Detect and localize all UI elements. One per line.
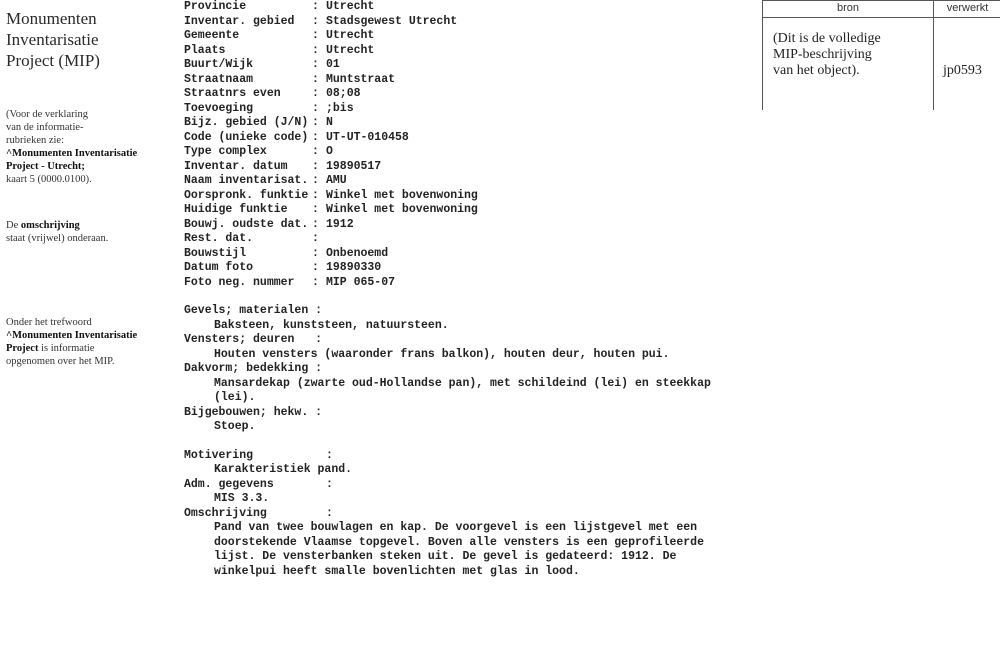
reference-link[interactable]: Project - Utrecht; (6, 161, 85, 172)
note-line: opgenomen over het MIP. (6, 356, 115, 367)
section-separator: : (326, 506, 333, 520)
sidebar-note-legend (6, 108, 166, 186)
field-row (184, 58, 340, 73)
field-value: Onbenoemd (326, 246, 389, 260)
note-line: van de informatie- (6, 122, 84, 133)
field-separator: : (312, 275, 319, 289)
record-section (184, 449, 352, 478)
field-separator: : (312, 0, 319, 13)
field-value: 08;08 (326, 87, 361, 100)
field-row (184, 218, 354, 233)
record-section (184, 304, 449, 333)
section-heading: Bijgebouwen; hekw. : (184, 405, 323, 419)
note-line: (Voor de verklaring (6, 109, 89, 120)
record-section (184, 507, 704, 580)
sidebar-title (6, 8, 166, 71)
field-separator: : (312, 116, 319, 129)
field-value: 01 (326, 58, 340, 71)
record-section (184, 333, 669, 362)
field-label: Straatnaam (184, 72, 254, 86)
field-row (184, 0, 374, 15)
field-separator: : (312, 58, 319, 71)
cell-verwerkt: jp0593 (943, 63, 982, 78)
section-body: Karakteristiek pand. (214, 463, 353, 476)
record-section (184, 406, 322, 435)
note-text: De (6, 220, 21, 231)
title-line: Monumenten (6, 9, 97, 28)
field-label: Oorspronk. funktie (184, 188, 309, 202)
field-separator: : (312, 130, 319, 144)
field-value: Winkel met bovenwoning (326, 188, 478, 202)
field-row (184, 232, 326, 247)
section-body: Mansardekap (zwarte oud-Hollandse pan), met schildeind (lei) en steekkap (lei). (214, 376, 711, 404)
field-label: Buurt/Wijk (184, 58, 254, 71)
field-row (184, 261, 381, 276)
note-text: is informatie (38, 343, 95, 354)
section-heading: Omschrijving (184, 506, 267, 520)
section-heading: Dakvorm; bedekking : (184, 362, 323, 375)
section-body: Pand van twee bouwlagen en kap. De voorgevel is een lijstgevel met een doorstekende Vlaamse topgevel. Boven alle vensters is een geprofileerde lijst. De vensterbanken steken uit. De gevel is gedateerd: 1912. De winkelpui heeft smalle bovenlichten met glas in lood. (214, 521, 704, 578)
field-separator: : (312, 188, 319, 202)
field-label: Type complex (184, 145, 267, 158)
field-separator: : (312, 29, 319, 42)
sidebar-note-omschrijving (6, 219, 166, 245)
field-value: Utrecht (326, 0, 375, 13)
source-table (762, 0, 1000, 110)
field-row (184, 276, 395, 291)
field-label: Code (unieke code) (184, 130, 309, 144)
section-body: Stoep. (214, 420, 256, 433)
field-label: Bouwstijl (184, 246, 247, 260)
field-label: Foto neg. nummer (184, 275, 295, 289)
section-body: Baksteen, kunststeen, natuursteen. (214, 318, 449, 332)
note-bold: omschrijving (20, 220, 80, 231)
field-row (184, 174, 347, 189)
section-body: MIS 3.3. (214, 492, 270, 505)
field-separator: : (312, 217, 319, 231)
field-value: MIP 065-07 (326, 275, 396, 289)
title-line: Project (MIP) (6, 51, 100, 70)
note-line: kaart 5 (0000.0100). (6, 174, 92, 185)
field-separator: : (312, 159, 319, 173)
bron-line: MIP-beschrijving (773, 47, 872, 62)
field-row (184, 203, 478, 218)
field-value: Winkel met bovenwoning (326, 203, 478, 216)
section-heading: Gevels; materialen : (184, 304, 323, 317)
field-value: 19890517 (326, 159, 382, 173)
note-line: Onder het trefwoord (6, 317, 92, 328)
field-label: Toevoeging (184, 101, 254, 115)
field-value: N (326, 116, 333, 129)
field-label: Straatnrs even (184, 87, 281, 100)
section-heading: Adm. gegevens (184, 477, 274, 491)
field-value: 1912 (326, 217, 354, 231)
field-row (184, 160, 381, 175)
field-row (184, 29, 374, 44)
reference-link[interactable]: ^Monumenten Inventarisatie (6, 330, 138, 341)
field-separator: : (312, 232, 319, 245)
field-separator: : (312, 14, 319, 28)
field-separator: : (312, 261, 319, 274)
field-row (184, 87, 361, 102)
section-heading: Motivering (184, 448, 254, 462)
field-separator: : (312, 72, 319, 86)
field-row (184, 145, 333, 160)
column-divider (933, 0, 934, 110)
field-value: 19890330 (326, 261, 382, 274)
field-label: Rest. dat. (184, 232, 254, 245)
field-label: Inventar. gebied (184, 14, 295, 28)
field-separator: : (312, 101, 319, 115)
field-row (184, 44, 374, 59)
section-body: Houten vensters (waaronder frans balkon), houten deur, houten pui. (214, 347, 670, 361)
field-row (184, 189, 478, 204)
field-row (184, 15, 457, 30)
field-label: Provincie (184, 0, 247, 13)
field-separator: : (312, 174, 319, 187)
field-label: Huidige funktie (184, 203, 288, 216)
field-label: Plaats (184, 43, 226, 57)
field-row (184, 116, 333, 131)
field-separator: : (312, 246, 319, 260)
field-value: AMU (326, 174, 347, 187)
field-label: Inventar. datum (184, 159, 288, 173)
record-section (184, 478, 333, 507)
field-label: Bijz. gebied (J/N) (184, 116, 309, 129)
section-heading: Vensters; deuren : (184, 333, 323, 346)
field-value: UT-UT-010458 (326, 130, 409, 144)
section-separator: : (326, 448, 333, 462)
field-value: O (326, 145, 333, 158)
title-line: Inventarisatie (6, 30, 99, 49)
field-value: Utrecht (326, 43, 375, 57)
section-separator: : (326, 477, 333, 491)
field-separator: : (312, 145, 319, 158)
field-value: Utrecht (326, 29, 375, 42)
reference-link[interactable]: ^Monumenten Inventarisatie (6, 148, 138, 159)
field-label: Naam inventarisat. (184, 174, 309, 187)
bron-line: van het object). (773, 63, 860, 78)
field-value: ;bis (326, 101, 354, 115)
reference-link[interactable]: Project (6, 343, 39, 354)
record-section (184, 362, 711, 406)
bron-line: (Dit is de volledige (773, 31, 881, 46)
field-label: Bouwj. oudste dat. (184, 217, 309, 231)
sidebar-note-trefwoord (6, 316, 166, 368)
field-row (184, 247, 388, 262)
field-label: Gemeente (184, 29, 240, 42)
field-row (184, 102, 354, 117)
field-separator: : (312, 87, 319, 100)
cell-bron (773, 31, 931, 79)
field-value: Muntstraat (326, 72, 396, 86)
field-value: Stadsgewest Utrecht (326, 14, 458, 28)
field-separator: : (312, 43, 319, 57)
note-line: rubrieken zie: (6, 135, 65, 146)
field-row (184, 131, 409, 146)
header-verwerkt: verwerkt (934, 0, 1000, 18)
field-row (184, 73, 395, 88)
sidebar (6, 8, 166, 367)
field-separator: : (312, 203, 319, 216)
field-label: Datum foto (184, 261, 254, 274)
note-line: staat (vrijwel) onderaan. (6, 233, 109, 244)
header-bron: bron (763, 0, 933, 18)
